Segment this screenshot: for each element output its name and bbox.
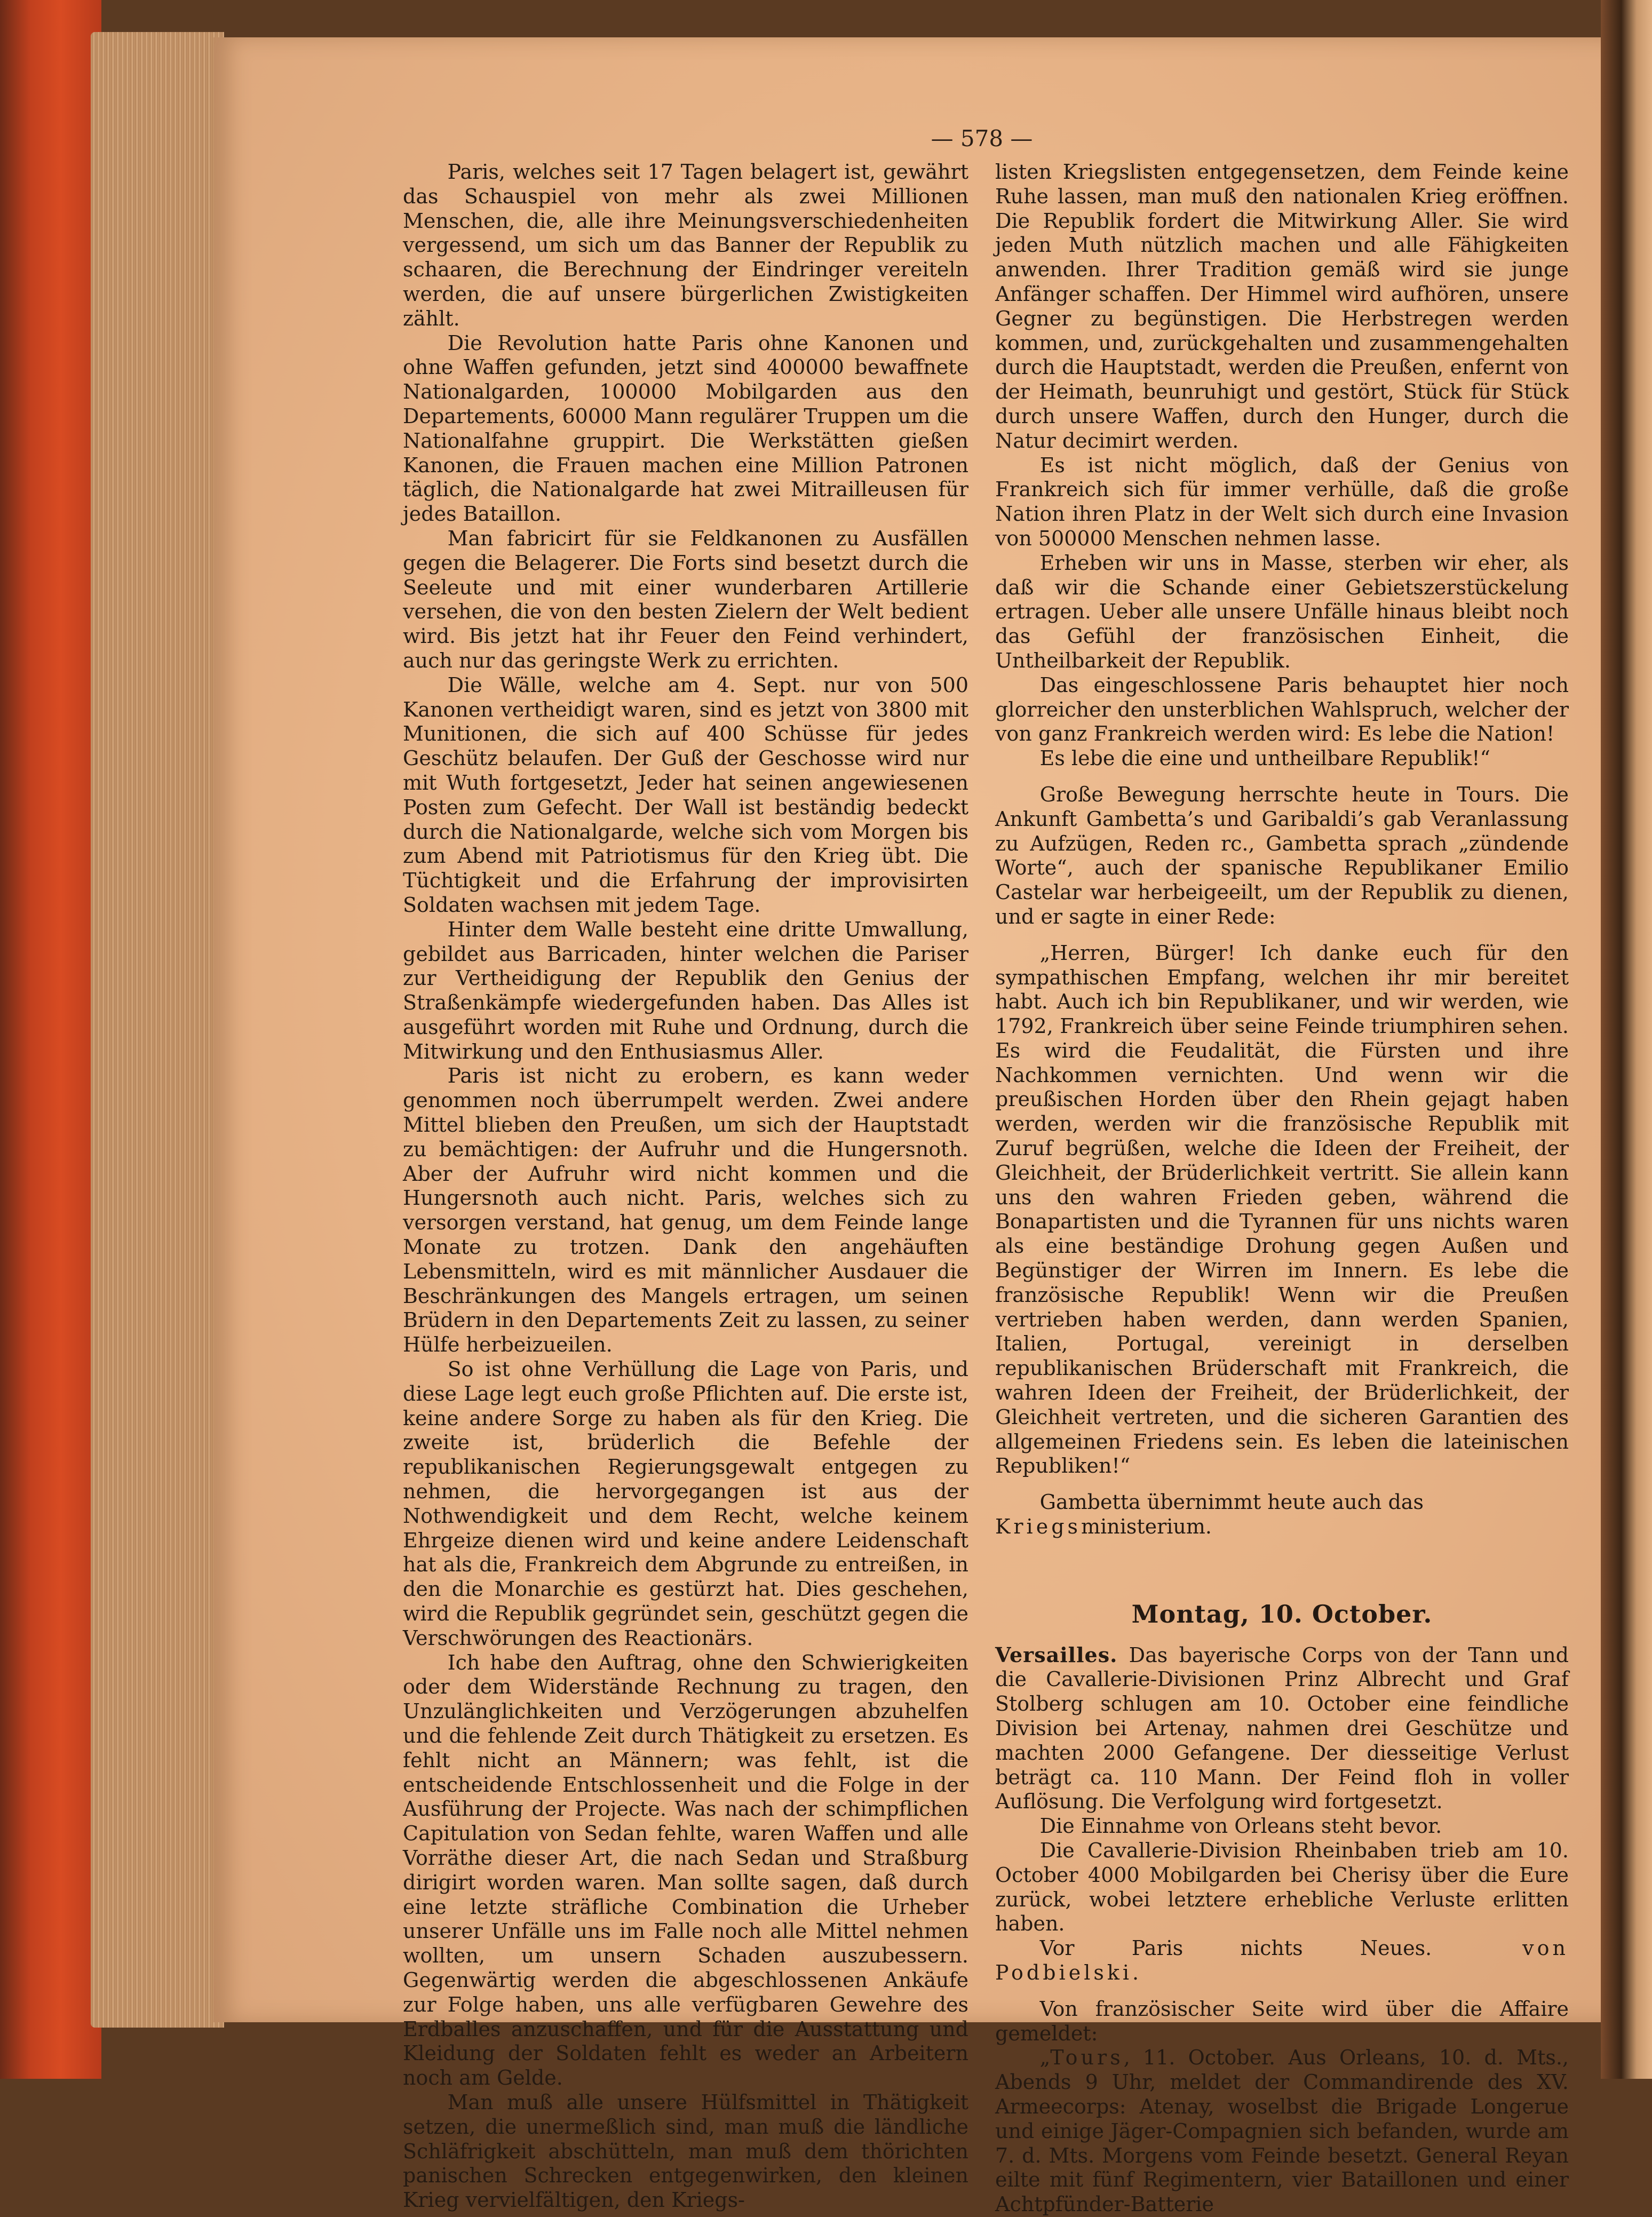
page-number: — 578 —	[931, 125, 1033, 152]
paragraph: Ich habe den Auftrag, ohne den Schwierigkeiten oder dem Widerstände Rechnung zu tragen, den Unzulänglichkeiten und Verzögerungen abzuhelfen und die fehlende Zeit durch Thätigkeit zu ersetzen. Es fehlt nicht an Männern; was fehlt, ist die entscheidende Entschlossenheit und die Folge in der Ausführung der Projecte. Was nach der schimpflichen Capitulation von Sedan fehlte, waren Waffen und alle Vorräthe dieser Art, die nach Sedan und Straßburg dirigirt worden waren. Man sollte sagen, daß durch eine letzte sträfliche Combination die Urheber unserer Unfälle uns im Falle noch alle Mittel nehmen wollten, um unsern Schaden auszubessern. Gegenwärtig werden die abgeschlossenen Ankäufe zur Folge haben, uns alle verfügbaren Gewehre des Erdballes anzuschaffen, und für die Ausstattung und Kleidung der Soldaten fehlt es weder an Arbeitern noch am Gelde.	[403, 1650, 968, 2090]
versailles-report	[995, 1643, 1569, 1815]
paragraph: Erheben wir uns in Masse, sterben wir eher, als daß wir die Schande einer Gebietszerstückelung ertragen. Ueber alle unsere Unfälle hinaus bleibt noch das Gefühl der französischen Einheit, die Untheilbarkeit der Republik.	[995, 551, 1569, 672]
paragraph: Die Wälle, welche am 4. Sept. nur von 500 Kanonen vertheidigt waren, sind es jetzt von 3800 mit Munitionen, die sich auf 400 Schüsse für jedes Geschütz belaufen. Der Guß der Geschosse wird nur mit Wuth fortgesetzt, Jeder hat seinen angewiesenen Posten zum Gefecht. Der Wall ist beständig bedeckt durch die Nationalgarde, welche sich vom Morgen bis zum Abend mit Patriotismus für den Krieg übt. Die Tüchtigkeit und die Erfahrung der improvisirten Soldaten wachsen mit jedem Tage.	[403, 673, 968, 917]
paragraph: Es lebe die eine und untheilbare Republik!“	[1039, 746, 1490, 770]
paragraph: Man fabricirt für sie Feldkanonen zu Ausfällen gegen die Belagerer. Die Forts sind besetzt durch die Seeleute und mit einer wunderbaren Artillerie versehen, die von den besten Zielern der Welt bedient wird. Bis jetzt hat ihr Feuer den Feind verhindert, auch nur das geringste Werk zu errichten.	[403, 526, 968, 672]
left-column	[403, 160, 968, 2213]
paragraph: Die Revolution hatte Paris ohne Kanonen und ohne Waffen gefunden, jetzt sind 400000 bewaffnete Nationalgarden, 100000 Mobilgarden aus den Departements, 60000 Mann regulärer Truppen um die Nationalfahne gruppirt. Die Werkstätten gießen Kanonen, die Frauen machen eine Million Patronen täglich, die Nationalgarde hat zwei Mitrailleusen für jedes Bataillon.	[403, 331, 968, 526]
gambetta-note-rest: ministerium.	[1081, 1515, 1212, 1539]
tours-report-text: , 11. October. Aus Orleans, 10. d. Mts., Abends 9 Uhr, meldet der Commandirende des XV. Armeecorps: Atenay, woselbst die Brigade Longerue und einige Jäger-Compagnien sich befanden, wurde am 7. d. Mts. Morgens vom Feinde besetzt. General Reyan eilte mit fünf Regimentern, vier Bataillonen und einer Achtpfünder-Batterie	[995, 2046, 1569, 2216]
tours-report: „Tours, 11. October. Aus Orleans, 10. d. Mts., Abends 9 Uhr, meldet der Commandirende des XV. Armeecorps: Atenay, woselbst die Brigade Longerue und einige Jäger-Compagnien sich befanden, wurde am 7. d. Mts. Morgens vom Feinde besetzt. General Reyan eilte mit fünf Regimentern, vier Bataillonen und einer Achtpfünder-Batterie	[995, 2046, 1569, 2216]
paragraph: So ist ohne Verhüllung die Lage von Paris, und diese Lage legt euch große Pflichten auf. Die erste ist, keine andere Sorge zu haben als für den Krieg. Die zweite ist, brüderlich die Befehle der republikanischen Regierungsgewalt entgegen zu nehmen, die hervorgegangen ist aus der Nothwendigkeit und dem Recht, welche keinem Ehrgeize dienen wird und keine andere Leidenschaft hat als die, Frankreich dem Abgrunde zu entreißen, in den die Monarchie es gestürzt hat. Dies geschehen, wird die Republik gegründet sein, geschützt gegen die Verschwörungen des Reactionärs.	[403, 1357, 968, 1650]
cavalry-paragraph: Die Cavallerie-Division Rheinbaben trieb am 10. October 4000 Mobilgarden bei Cherisy über die Eure zurück, wobei letztere erhebliche Verluste erlitten haben.	[995, 1839, 1569, 1936]
right-column	[995, 160, 1569, 2217]
paragraph: Hinter dem Walle besteht eine dritte Umwallung, gebildet aus Barricaden, hinter welchen die Pariser zur Vertheidigung der Republik den Genius der Straßenkämpfe wiedergefunden haben. Das Alles ist ausgeführt worden mit Ruhe und Ordnung, durch die Mitwirkung und den Enthusiasmus Aller.	[403, 917, 968, 1063]
speech-paragraph: „Herren, Bürger! Ich danke euch für den sympathischen Empfang, welchen ihr mir bereitet habt. Auch ich bin Republikaner, und wir werden, wie 1792, Frankreich über seine Feinde triumphiren sehen. Es wird die Feudalität, die Fürsten und ihre Nachkommen vernichten. Und wenn wir die preußischen Horden über den Rhein gejagt haben werden, werden wir die französische Republik mit Zuruf begrüßen, welche die Ideen der Freiheit, der Gleichheit, der Brüderlichkeit vertritt. Sie allein kann uns den wahren Frieden geben, während die Bonapartisten und die Tyrannen für uns nichts waren als eine beständige Drohung gegen Außen und Begünstiger der Wirren im Innern. Es lebe die französische Republik! Wenn wir die Preußen vertrieben haben werden, dann werden Spanien, Italien, Portugal, vereinigt in derselben republikanischen Brüderschaft mit Frankreich, die wahren Ideen der Freiheit, der Brüderlichkeit, der Gleichheit vertreten, und die sicheren Garantien des allgemeinen Friedens sein. Es leben die lateinischen Republiken!“	[995, 941, 1569, 1478]
tours-paragraph: Große Bewegung herrschte heute in Tours. Die Ankunft Gambetta’s und Garibaldi’s gab Veranlassung zu Aufzügen, Reden rc., Gambetta sprach „zündende Worte“, auch der spanische Republikaner Emilio Castelar war herbeigeeilt, um der Republik zu dienen, und er sagte in einer Rede:	[995, 782, 1569, 928]
dateline-versailles: Versailles.	[995, 1642, 1118, 1667]
paragraph: Man muß alle unsere Hülfsmittel in Thätigkeit setzen, die unermeßlich sind, man muß die ländliche Schläfrigkeit abschütteln, man muß dem thörichten panischen Schrecken entgegenwirken, den kleinen Krieg vervielfältigen, den Kriegs-	[403, 2090, 968, 2212]
paragraph: Es ist nicht möglich, daß der Genius von Frankreich sich für immer verhülle, daß die große Nation ihren Platz in der Welt sich durch eine Invasion von 500000 Menschen nehmen lasse.	[995, 453, 1569, 550]
book-binding	[0, 0, 101, 2079]
section-heading: Montag, 10. October.	[1131, 1599, 1433, 1628]
french-side-paragraph: Von französischer Seite wird über die Affaire gemeldet:	[995, 1997, 1569, 2045]
gambetta-note-text: Gambetta übernimmt heute auch das	[1039, 1490, 1424, 1514]
signature: von Podbielski.	[995, 1936, 1569, 1984]
tours-report-place: Tours	[1050, 2046, 1124, 2070]
page-edges	[91, 32, 224, 2028]
versailles-text: Das bayerische Corps von der Tann und die Cavallerie-Divisionen Prinz Albrecht und Graf Stolberg schlugen am 10. October eine feindliche Division bei Artenay, nahmen drei Geschütze und machten 2000 Gefangene. Der diesseitige Verlust beträgt ca. 110 Mann. Der Feind floh in voller Auflösung. Die Verfolgung wird fortgesetzt.	[995, 1643, 1569, 1814]
book-gutter	[1601, 0, 1652, 2079]
gambetta-note	[995, 1490, 1569, 1539]
paragraph: Das eingeschlossene Paris behauptet hier noch glorreicher den unsterblichen Wahlspruch, welcher der von ganz Frankreich werden wird: Es lebe die Nation!	[995, 673, 1569, 746]
paragraph: Paris, welches seit 17 Tagen belagert ist, gewährt das Schauspiel von mehr als zwei Millionen Menschen, die, alle ihre Meinungsverschiedenheiten vergessend, um sich um das Banner der Republik zu schaaren, die Berechnung der Eindringer vereiteln werden, die auf unsere bürgerlichen Zwistigkeiten zählt.	[403, 160, 968, 330]
gambetta-note-spaced: Kriegs	[995, 1515, 1082, 1539]
paris-news	[995, 1936, 1569, 1985]
paris-news-text: Vor Paris nichts Neues.	[1039, 1936, 1432, 1960]
paragraph: Paris ist nicht zu erobern, es kann weder genommen noch überrumpelt werden. Zwei andere Mittel blieben den Preußen, um sich der Hauptstadt zu bemächtigen: der Aufruhr und die Hungersnoth. Aber der Aufruhr wird nicht kommen und die Hungersnoth auch nicht. Paris, welches sich zu versorgen verstand, hat genug, um dem Feinde lange Monate zu trotzen. Dank den angehäuften Lebensmitteln, wird es mit männlicher Ausdauer die Beschränkungen des Mangels ertragen, um seinen Brüdern in den Departements Zeit zu lassen, zu seiner Hülfe herbeizueilen.	[403, 1064, 968, 1357]
orleans-paragraph: Die Einnahme von Orleans steht bevor.	[1039, 1814, 1442, 1838]
paragraph: listen Kriegslisten entgegensetzen, dem Feinde keine Ruhe lassen, man muß den nationalen Krieg eröffnen. Die Republik fordert die Mitwirkung Aller. Sie wird jeden Muth nützlich machen und alle Fähigkeiten anwenden. Ihrer Tradition gemäß wird sie junge Anfänger schaffen. Der Himmel wird aufhören, unsere Gegner zu begünstigen. Die Herbstregen werden kommen, und, zurückgehalten und zusammengehalten durch die Hauptstadt, werden die Preußen, enfernt von der Heimath, beunruhigt und gestört, Stück für Stück durch unsere Waffen, durch den Hunger, durch die Natur decimirt werden.	[995, 160, 1569, 452]
